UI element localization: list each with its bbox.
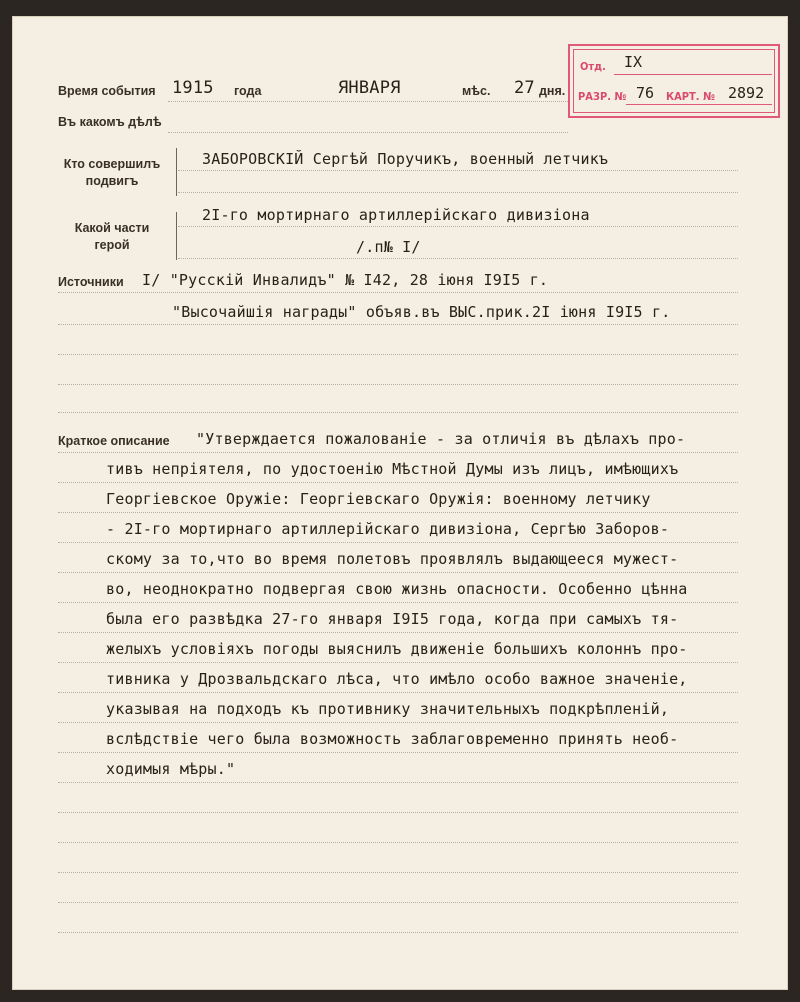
stamp-otd-value: IX: [624, 53, 643, 71]
rule: [58, 384, 738, 385]
rule: [178, 192, 738, 193]
case-label: Въ какомъ дѣлѣ: [58, 115, 162, 129]
sources-label: Источники: [58, 275, 124, 289]
rule: [58, 292, 738, 293]
stamp-razr-label: РАЗР. №: [578, 90, 627, 103]
rule: [58, 452, 738, 453]
rule: [58, 482, 738, 483]
archive-card: [12, 16, 788, 990]
rule: [58, 324, 738, 325]
rule: [168, 132, 568, 133]
description-line: желыхъ условiяхъ погоды выяснилъ движенiе большихъ колоннъ про-: [106, 640, 688, 658]
rule: [58, 812, 738, 813]
source-line-2: "Высочайшiя награды" объяв.въ ВЫС.прик.2I iюня I9I5 г.: [172, 303, 671, 321]
rule: [58, 632, 738, 633]
rule: [58, 512, 738, 513]
unit-value-line-1: 2I-го мортирнаго артиллерiйскаго дивизiона: [202, 206, 590, 224]
stamp-otd-label: Отд.: [580, 60, 606, 73]
description-label: Краткое описание: [58, 434, 170, 448]
description-line: указывая на подходъ къ противнику значительныхъ подкрѣпленiй,: [106, 700, 670, 718]
description-line: Георгiевское Оружiе: Георгiевскаго Оружiя: военному летчику: [106, 490, 651, 508]
unit-label: Какой части герой: [74, 221, 150, 252]
description-line: во, неоднократно подвергая свою жизнь опасности. Особенно цѣнна: [106, 580, 688, 598]
doer-bracket: [176, 148, 177, 196]
description-line: "Утверждается пожалованiе - за отличiя въ дѣлахъ про-: [196, 430, 686, 448]
rule: [178, 170, 738, 171]
stamp-kart-label: КАРТ. №: [666, 90, 715, 103]
description-line: тивъ непрiятеля, по удостоенiю Мѣстной Думы изъ лицъ, имѣющихъ: [106, 460, 679, 478]
rule: [178, 258, 738, 259]
rule: [58, 602, 738, 603]
event-year: 1915: [172, 78, 214, 98]
stamp-razr-value: 76: [636, 84, 655, 102]
event-day: 27: [514, 78, 535, 98]
rule: [58, 572, 738, 573]
rule: [58, 902, 738, 903]
doer-value: ЗАБОРОВСКIЙ Сергѣй Поручикъ, военный летчикъ: [202, 150, 609, 168]
event-month: ЯНВАРЯ: [338, 78, 401, 98]
unit-value-line-2: /.п№ I/: [356, 238, 421, 256]
year-label: года: [234, 84, 262, 98]
rule: [58, 872, 738, 873]
unit-bracket: [176, 212, 177, 260]
rule: [178, 226, 738, 227]
month-label: мѣс.: [462, 84, 491, 98]
rule: [58, 662, 738, 663]
description-line: - 2I-го мортирнаго артиллерiйскаго дивизiона, Сергѣю Заборов-: [106, 520, 670, 538]
description-line: была его развѣдка 27-го января I9I5 года, когда при самыхъ тя-: [106, 610, 679, 628]
rule: [168, 101, 568, 102]
rule: [58, 752, 738, 753]
doer-label: Кто совершилъ подвигъ: [63, 157, 161, 188]
description-line: тивника у Дрозвальдскаго лѣса, что имѣло особо важное значенiе,: [106, 670, 688, 688]
stamp-kart-value: 2892: [728, 84, 765, 102]
description-line: вслѣдствiе чего была возможность заблаговременно принять необ-: [106, 730, 679, 748]
event-time-label: Время события: [58, 84, 156, 98]
rule: [58, 692, 738, 693]
rule: [58, 842, 738, 843]
day-label: дня.: [539, 84, 566, 98]
stamp-otd-line: [614, 74, 772, 75]
rule: [58, 722, 738, 723]
rule: [58, 932, 738, 933]
rule: [58, 412, 738, 413]
rule: [58, 782, 738, 783]
rule: [58, 542, 738, 543]
registry-stamp: [568, 44, 780, 118]
source-line-1: I/ "Русскiй Инвалидъ" № I42, 28 iюня I9I5 г.: [142, 271, 549, 289]
stamp-razr-line: [626, 104, 772, 105]
description-line: скому за то,что во время полетовъ проявлялъ выдающееся мужест-: [106, 550, 679, 568]
rule: [58, 354, 738, 355]
description-line: ходимыя мѣры.": [106, 760, 236, 778]
